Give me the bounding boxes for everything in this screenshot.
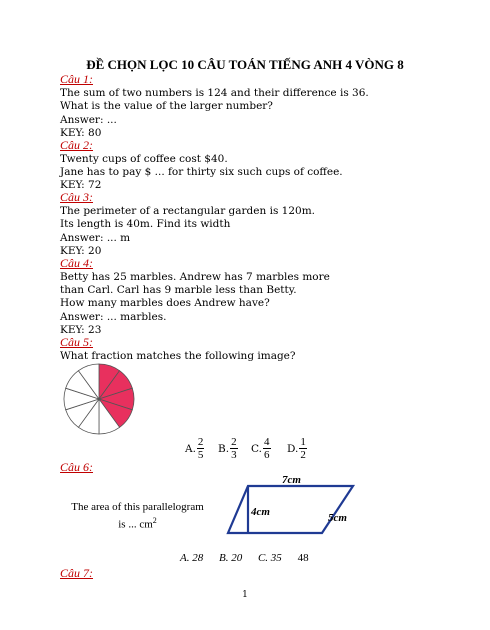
choice-c[interactable]: C. $\frac{4}{6}$ bbox=[251, 436, 270, 461]
page-number: 1 bbox=[242, 590, 248, 600]
question-4-answer: Answer: ... marbles. bbox=[60, 311, 167, 323]
choice-d[interactable]: D. $\frac{1}{2}$ bbox=[287, 436, 306, 461]
side-dimension-label: 5cm bbox=[328, 512, 347, 524]
choice-b[interactable]: B. $\frac{2}{3}$ bbox=[218, 436, 237, 461]
question-4-key: KEY: 23 bbox=[60, 324, 102, 336]
question-3-label: Câu 3: bbox=[60, 190, 93, 204]
question-4-label: Câu 4: bbox=[60, 256, 93, 270]
choice-a[interactable]: A. $\frac{2}{5}$ bbox=[185, 436, 204, 461]
question-1-key: KEY: 80 bbox=[60, 127, 102, 139]
question-4-line-2: than Carl. Carl has 9 marble less than Betty. bbox=[60, 284, 297, 296]
question-1-answer: Answer: ... bbox=[60, 114, 117, 126]
answer-a[interactable]: A. 28 bbox=[180, 552, 204, 564]
question-3-answer: Answer: ... m bbox=[60, 232, 131, 244]
question-3-line-2: Its length is 40m. Find its width bbox=[60, 218, 231, 230]
answer-b[interactable]: B. 20 bbox=[218, 552, 243, 564]
question-2-label: Câu 2: bbox=[60, 138, 93, 152]
question-6-label: Câu 6: bbox=[60, 460, 93, 474]
fraction-pie-image bbox=[62, 362, 136, 436]
question-1-label: Câu 1: bbox=[60, 72, 93, 86]
question-7-label: Câu 7: bbox=[60, 566, 93, 580]
height-dimension-label: 4cm bbox=[251, 506, 270, 518]
page-title: ĐỀ CHỌN LỌC 10 CÂU TOÁN TIẾNG ANH 4 VÒNG 8 bbox=[86, 57, 404, 72]
question-5-line-1: What fraction matches the following image? bbox=[60, 350, 296, 362]
question-6-answers bbox=[180, 552, 322, 564]
answer-c[interactable]: C. 35 bbox=[257, 552, 282, 564]
question-2-line-2: Jane has to pay $ ... for thirty six such cups of coffee. bbox=[60, 166, 343, 178]
question-2-line-1: Twenty cups of coffee cost $40. bbox=[60, 153, 228, 165]
question-2-key: KEY: 72 bbox=[60, 179, 102, 191]
question-5-label: Câu 5: bbox=[60, 335, 93, 349]
question-1-line-1: The sum of two numbers is 124 and their difference is 36. bbox=[60, 87, 369, 99]
question-4-line-1: Betty has 25 marbles. Andrew has 7 marbles more bbox=[60, 271, 330, 283]
question-3-line-1: The perimeter of a rectangular garden is 120m. bbox=[60, 205, 316, 217]
question-1-line-2: What is the value of the larger number? bbox=[60, 100, 273, 112]
top-dimension-label: 7cm bbox=[282, 474, 301, 486]
question-6-text: The area of this parallelogram is ... $cm^2$ bbox=[71, 501, 204, 531]
question-3-key: KEY: 20 bbox=[60, 245, 102, 257]
answer-d[interactable]: 48 bbox=[297, 552, 309, 564]
question-4-line-3: How many marbles does Andrew have? bbox=[60, 297, 270, 309]
